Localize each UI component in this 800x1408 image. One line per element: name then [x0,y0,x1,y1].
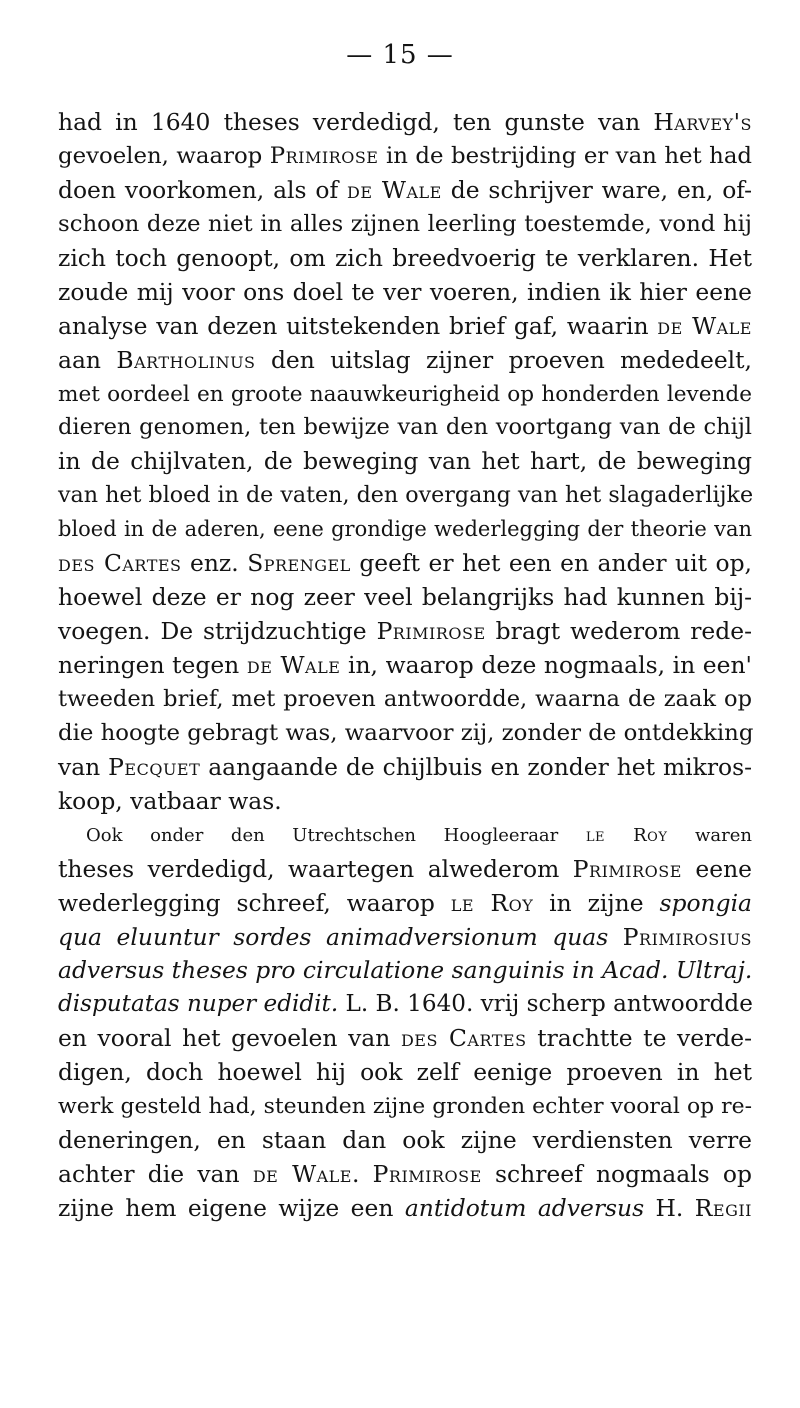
text-run: waren [667,824,753,846]
latin-italic: qua eluuntur sordes animadversionum quas [58,922,609,951]
text-run: van het bloed in de vaten, den overgang van het slagaderlijke [58,482,754,509]
text-run: H. [644,1194,695,1222]
text-line [58,683,752,717]
text-run: wederlegging schreef, waarop [58,888,451,917]
name-smallcaps: de Wale [252,1160,352,1189]
text-run: en vooral het gevoelen van [58,1024,401,1053]
text-run: in de bestrijding er van het had [378,142,752,169]
name-smallcaps: Primirosius [622,922,752,951]
text-run: in, waarop deze nogmaals, in een' [340,651,752,679]
text-line [58,581,752,615]
text-line [58,378,752,412]
text-line [58,344,752,378]
text-line [58,615,752,649]
name-smallcaps: Pecquet [108,752,201,781]
text-run: dieren genomen, ten bewijze van den voortgang van de chijl [58,414,752,441]
name-smallcaps: des Cartes [58,549,182,578]
text-run: digen, doch hoewel hij ook zelf eenige proeven in het [58,1058,752,1087]
text-line [58,174,752,208]
name-smallcaps: Bartholinus [116,345,256,374]
text-line [58,445,752,479]
text-line [58,649,752,683]
latin-italic: antidotum adversus [404,1194,645,1222]
text-line [58,479,752,513]
text-line [58,1022,752,1056]
text-line [58,1192,752,1226]
body-text [58,106,752,1226]
text-run: den uitslag zijner proeven mededeelt, [255,345,752,374]
text-line [58,785,752,819]
text-run: zijne hem eigene wijze een [58,1194,405,1222]
text-run: in de chijlvaten, de beweging van het hart, de beweging [58,447,752,476]
latin-italic: adversus theses pro circulatione sanguinis in Acad. Ultraj. [58,956,753,985]
text-line [58,887,752,921]
text-line [58,106,752,140]
text-run [608,923,623,951]
text-run: trachtte te verde- [526,1024,753,1053]
text-run: koop, vatbaar was. [58,786,282,815]
name-smallcaps: Primirose [572,854,682,883]
text-run: L. B. 1640. vrij scherp antwoordde [338,991,753,1018]
text-line [58,242,752,276]
text-run: van [58,752,109,781]
latin-italic: disputatas nuper edidit. [58,991,339,1018]
name-smallcaps: Primirose [269,142,379,169]
text-run: . [351,1160,373,1189]
text-line [58,954,752,988]
text-run: hoewel deze er nog zeer veel belangrijks had kunnen bij- [58,583,752,612]
text-run: tweeden brief, met proeven antwoordde, waarna de zaak op [58,685,752,712]
name-smallcaps: Primirose [376,617,486,646]
text-run: werk gesteld had, steunden zijne gronden echter vooral op re- [58,1094,752,1120]
text-line [58,1124,752,1158]
text-line [58,310,752,344]
text-line [58,717,752,751]
text-line [58,819,752,853]
text-run: bloed in de aderen, eene grondige wederlegging der theorie van [58,517,752,542]
text-run: doen voorkomen, als of [58,175,348,204]
name-smallcaps: des Cartes [400,1024,527,1053]
text-run: theses verdedigd, waartegen alwederom [58,854,573,883]
name-smallcaps: de Wale [246,651,341,679]
text-run: met oordeel en groote naauwkeurigheid op honderden levende [58,381,752,407]
name-smallcaps: de Wale [347,175,442,204]
text-run: schoon deze niet in alles zijnen leerling toestemde, vond hij [58,210,752,237]
text-line [58,547,752,581]
text-run: in zijne [533,888,660,917]
text-run: zoude mij voor ons doel te ver voeren, indien ik hier eene [58,277,752,306]
name-smallcaps: de Wale [657,311,752,340]
name-smallcaps: le Roy [450,888,534,917]
text-run: de schrijver ware, en, of- [441,175,752,204]
text-line [58,411,752,445]
name-smallcaps: Sprengel [247,549,351,578]
text-line [58,1056,752,1090]
text-line [58,140,752,174]
text-line [58,1158,752,1192]
name-smallcaps: le Roy [585,824,668,846]
text-run: voegen. De strijdzuchtige [58,617,377,646]
text-run: aan [58,345,117,374]
text-run: deneringen, en staan dan ook zijne verdiensten verre [58,1126,752,1155]
name-smallcaps: Regii [694,1194,752,1222]
text-run: bragt wederom rede- [485,617,752,646]
text-line [58,751,752,785]
text-run: eene [681,854,752,883]
text-line [58,208,752,242]
text-run: zich toch genoopt, om zich breedvoerig te verklaren. Het [58,243,752,272]
text-run: gevoelen, waarop [58,142,270,169]
text-line [58,988,752,1022]
text-run: had in 1640 theses verdedigd, ten gunste van [58,108,654,136]
text-line [58,513,752,547]
text-line [58,1090,752,1124]
text-line [58,921,752,955]
page-number: — 15 — [346,40,454,70]
latin-italic: spongia [659,888,753,917]
text-line [58,853,752,887]
text-run: aangaande de chijlbuis en zonder het mikros- [200,752,752,781]
text-run: achter die van [58,1160,253,1189]
text-run: geeft er het een en ander uit op, [350,549,752,578]
text-run: schreef nogmaals op [481,1160,752,1189]
name-smallcaps: Harvey's [653,108,752,136]
text-run: neringen tegen [58,651,247,679]
text-run: die hoogte gebragt was, waarvoor zij, zonder de ontdekking [58,719,754,746]
name-smallcaps: Primirose [372,1160,482,1189]
text-run: analyse van dezen uitstekenden brief gaf, waarin [58,311,658,340]
text-run: Ook onder den Utrechtschen Hoogleeraar [86,824,586,846]
text-run: enz. [181,549,248,578]
text-line [58,276,752,310]
